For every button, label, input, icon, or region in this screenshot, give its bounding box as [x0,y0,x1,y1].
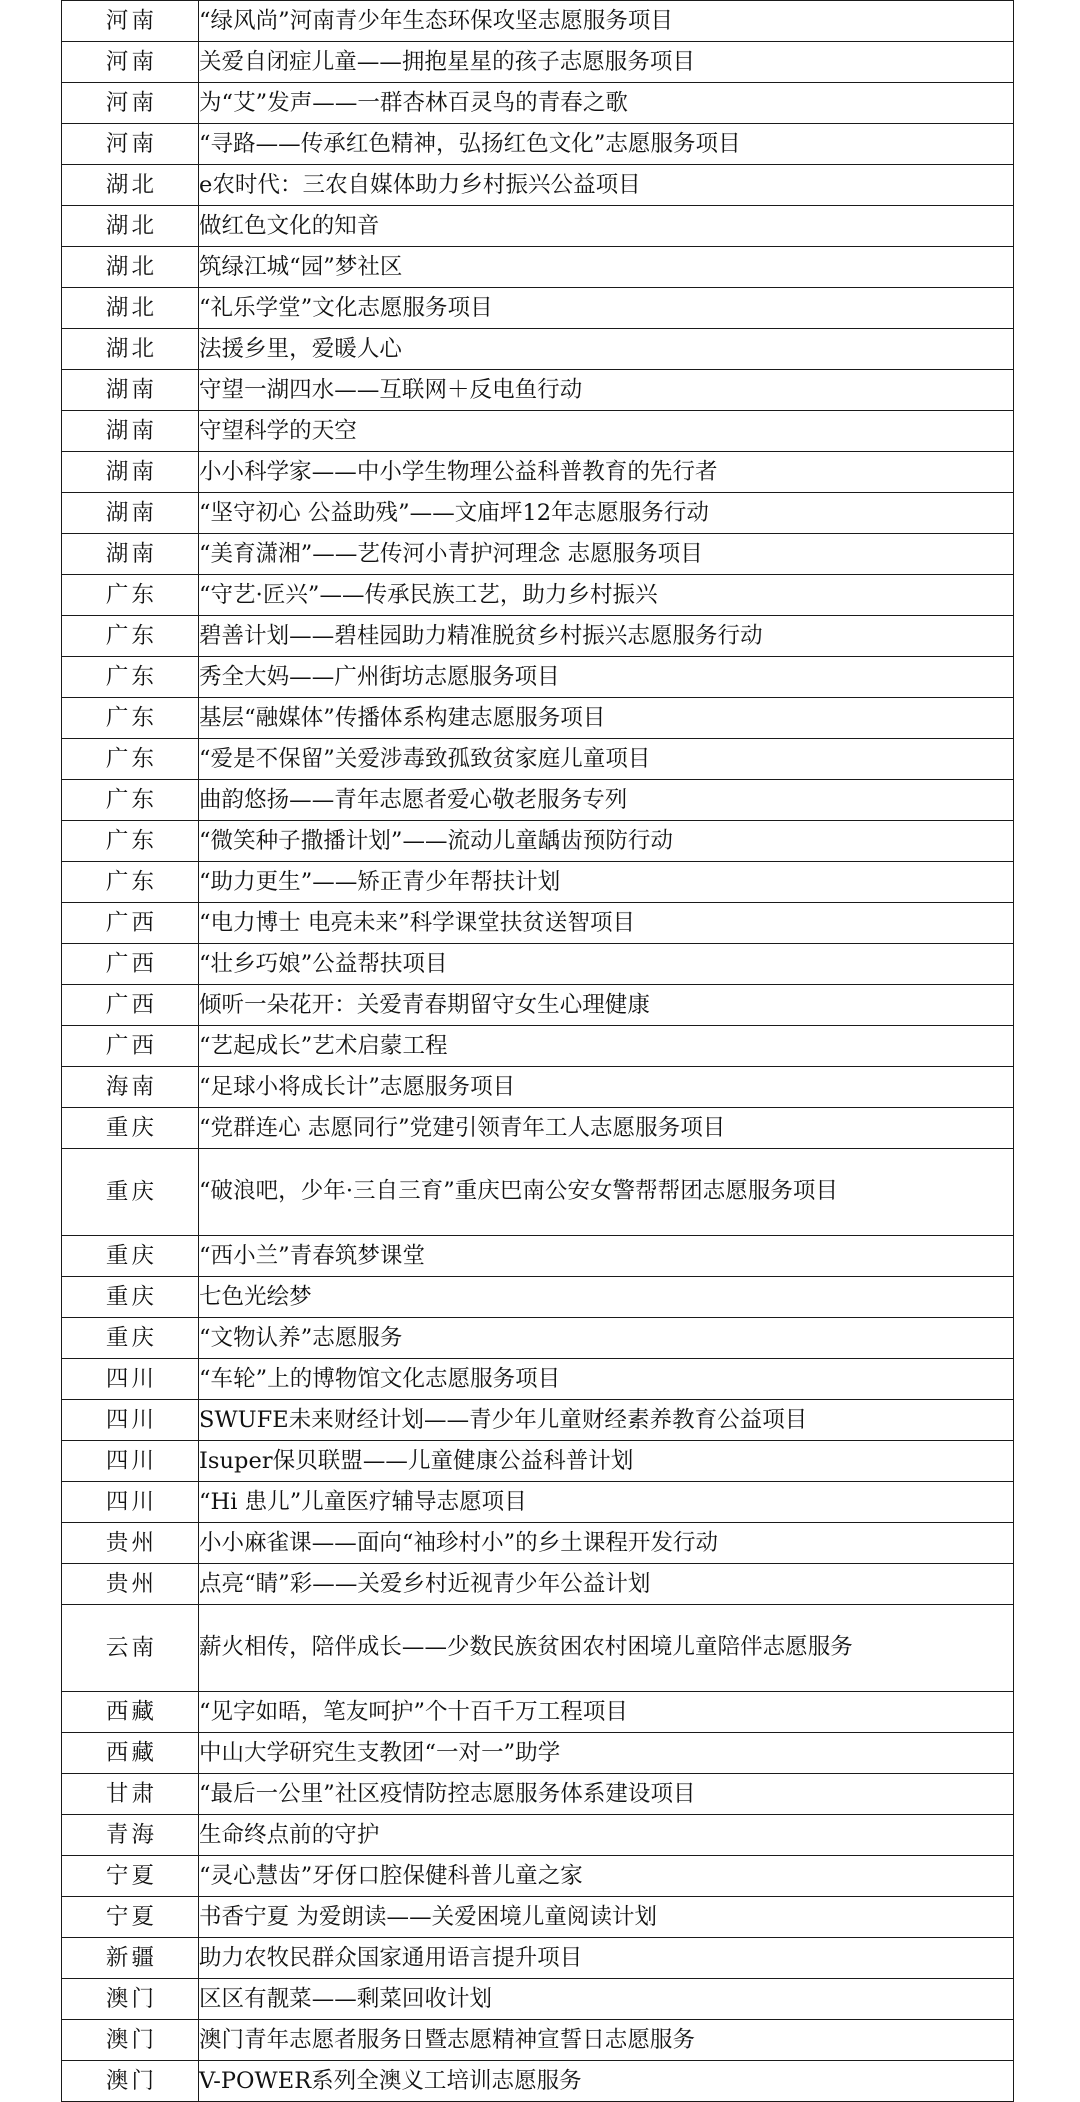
cell-region: 广东 [62,657,199,698]
cell-project-name: “微笑种子撒播计划”——流动儿童龋齿预防行动 [199,821,1014,862]
cell-region: 河南 [62,1,199,42]
cell-region: 湖南 [62,411,199,452]
cell-region: 广西 [62,944,199,985]
cell-region: 河南 [62,42,199,83]
cell-project-name: “电力博士 电亮未来”科学课堂扶贫送智项目 [199,903,1014,944]
cell-region: 甘肃 [62,1774,199,1815]
cell-project-name: 筑绿江城“园”梦社区 [199,247,1014,288]
cell-project-name: 点亮“睛”彩——关爱乡村近视青少年公益计划 [199,1564,1014,1605]
cell-region: 湖南 [62,534,199,575]
cell-region: 广西 [62,1026,199,1067]
table-row [62,206,1014,247]
table-row [62,616,1014,657]
cell-region: 湖南 [62,452,199,493]
cell-project-name: “灵心慧齿”牙伢口腔保健科普儿童之家 [199,1856,1014,1897]
table-row [62,1,1014,42]
cell-project-name: “寻路——传承红色精神，弘扬红色文化”志愿服务项目 [199,124,1014,165]
table-row [62,165,1014,206]
cell-region: 广东 [62,616,199,657]
cell-project-name: 区区有靓菜——剩菜回收计划 [199,1979,1014,2020]
table-row [62,1441,1014,1482]
cell-project-name: 守望一湖四水——互联网＋反电鱼行动 [199,370,1014,411]
cell-project-name: 为“艾”发声——一群杏林百灵鸟的青春之歌 [199,83,1014,124]
cell-region: 广东 [62,780,199,821]
cell-project-name: SWUFE未来财经计划——青少年儿童财经素养教育公益项目 [199,1400,1014,1441]
cell-region: 海南 [62,1067,199,1108]
table-row [62,1026,1014,1067]
cell-project-name: 曲韵悠扬——青年志愿者爱心敬老服务专列 [199,780,1014,821]
cell-region: 重庆 [62,1277,199,1318]
cell-region: 广西 [62,903,199,944]
table-row [62,985,1014,1026]
cell-project-name: 薪火相传，陪伴成长——少数民族贫困农村困境儿童陪伴志愿服务 [199,1605,1014,1692]
cell-region: 澳门 [62,2061,199,2102]
cell-region: 广东 [62,575,199,616]
table-row [62,452,1014,493]
table-row [62,862,1014,903]
cell-region: 云南 [62,1605,199,1692]
cell-project-name: 守望科学的天空 [199,411,1014,452]
cell-region: 青海 [62,1815,199,1856]
cell-region: 广东 [62,739,199,780]
cell-project-name: 助力农牧民群众国家通用语言提升项目 [199,1938,1014,1979]
cell-region: 四川 [62,1359,199,1400]
cell-project-name: 七色光绘梦 [199,1277,1014,1318]
table-row [62,1482,1014,1523]
table-row [62,944,1014,985]
table-row [62,1067,1014,1108]
cell-project-name: “礼乐学堂”文化志愿服务项目 [199,288,1014,329]
table-row [62,288,1014,329]
table-row [62,124,1014,165]
cell-region: 湖南 [62,370,199,411]
cell-project-name: “Hi 患儿”儿童医疗辅导志愿项目 [199,1482,1014,1523]
cell-project-name: 澳门青年志愿者服务日暨志愿精神宣誓日志愿服务 [199,2020,1014,2061]
cell-region: 重庆 [62,1236,199,1277]
cell-project-name: “绿风尚”河南青少年生态环保攻坚志愿服务项目 [199,1,1014,42]
cell-project-name: “党群连心 志愿同行”党建引领青年工人志愿服务项目 [199,1108,1014,1149]
cell-project-name: “车轮”上的博物馆文化志愿服务项目 [199,1359,1014,1400]
table-row [62,1815,1014,1856]
table-body [62,1,1014,2102]
cell-project-name: “守艺·匠兴”——传承民族工艺，助力乡村振兴 [199,575,1014,616]
cell-region: 宁夏 [62,1897,199,1938]
table-row [62,1523,1014,1564]
table-row [62,1733,1014,1774]
cell-project-name: 秀全大妈——广州街坊志愿服务项目 [199,657,1014,698]
cell-region: 贵州 [62,1564,199,1605]
table-row [62,1897,1014,1938]
cell-project-name: “壮乡巧娘”公益帮扶项目 [199,944,1014,985]
cell-project-name: V-POWER系列全澳义工培训志愿服务 [199,2061,1014,2102]
cell-region: 澳门 [62,1979,199,2020]
table-row [62,698,1014,739]
cell-project-name: “助力更生”——矫正青少年帮扶计划 [199,862,1014,903]
table-row [62,370,1014,411]
table-row [62,1605,1014,1692]
cell-project-name: 小小麻雀课——面向“袖珍村小”的乡土课程开发行动 [199,1523,1014,1564]
table-row [62,247,1014,288]
cell-project-name: 小小科学家——中小学生物理公益科普教育的先行者 [199,452,1014,493]
cell-project-name: 关爱自闭症儿童——拥抱星星的孩子志愿服务项目 [199,42,1014,83]
table-row [62,2061,1014,2102]
cell-region: 西藏 [62,1733,199,1774]
cell-region: 河南 [62,124,199,165]
cell-region: 四川 [62,1441,199,1482]
cell-project-name: “足球小将成长计”志愿服务项目 [199,1067,1014,1108]
cell-region: 重庆 [62,1318,199,1359]
table-row [62,1108,1014,1149]
table-row [62,1236,1014,1277]
table-row [62,2020,1014,2061]
cell-region: 贵州 [62,1523,199,1564]
cell-region: 湖北 [62,247,199,288]
table-row [62,780,1014,821]
cell-project-name: “美育潇湘”——艺传河小青护河理念 志愿服务项目 [199,534,1014,575]
cell-project-name: “艺起成长”艺术启蒙工程 [199,1026,1014,1067]
table-row [62,1564,1014,1605]
cell-project-name: 倾听一朵花开：关爱青春期留守女生心理健康 [199,985,1014,1026]
cell-region: 宁夏 [62,1856,199,1897]
table-row [62,329,1014,370]
cell-project-name: e农时代：三农自媒体助力乡村振兴公益项目 [199,165,1014,206]
cell-project-name: “坚守初心 公益助残”——文庙坪12年志愿服务行动 [199,493,1014,534]
cell-project-name: 做红色文化的知音 [199,206,1014,247]
table-row [62,575,1014,616]
table-row [62,657,1014,698]
table-row [62,821,1014,862]
table-row [62,1938,1014,1979]
cell-region: 重庆 [62,1149,199,1236]
cell-project-name: “破浪吧，少年·三自三育”重庆巴南公安女警帮帮团志愿服务项目 [199,1149,1014,1236]
cell-region: 广东 [62,862,199,903]
cell-project-name: 碧善计划——碧桂园助力精准脱贫乡村振兴志愿服务行动 [199,616,1014,657]
cell-region: 湖北 [62,288,199,329]
cell-region: 新疆 [62,1938,199,1979]
project-listing-table [61,0,1014,2102]
cell-project-name: 基层“融媒体”传播体系构建志愿服务项目 [199,698,1014,739]
table-row [62,534,1014,575]
cell-region: 湖北 [62,165,199,206]
cell-region: 湖北 [62,329,199,370]
cell-region: 广西 [62,985,199,1026]
table-row [62,903,1014,944]
cell-region: 西藏 [62,1692,199,1733]
cell-region: 湖北 [62,206,199,247]
cell-project-name: “爱是不保留”关爱涉毒致孤致贫家庭儿童项目 [199,739,1014,780]
cell-region: 四川 [62,1400,199,1441]
table-row [62,739,1014,780]
table-row [62,1318,1014,1359]
cell-project-name: “见字如晤，笔友呵护”个十百千万工程项目 [199,1692,1014,1733]
table-row [62,1979,1014,2020]
cell-region: 广东 [62,698,199,739]
table-row [62,83,1014,124]
cell-region: 重庆 [62,1108,199,1149]
cell-project-name: “最后一公里”社区疫情防控志愿服务体系建设项目 [199,1774,1014,1815]
table-row [62,42,1014,83]
cell-project-name: Isuper保贝联盟——儿童健康公益科普计划 [199,1441,1014,1482]
table-row [62,1277,1014,1318]
cell-project-name: 法援乡里，爱暖人心 [199,329,1014,370]
table-row [62,1400,1014,1441]
table-row [62,493,1014,534]
cell-project-name: 生命终点前的守护 [199,1815,1014,1856]
cell-project-name: “文物认养”志愿服务 [199,1318,1014,1359]
table-row [62,1359,1014,1400]
table-row [62,411,1014,452]
cell-project-name: “西小兰”青春筑梦课堂 [199,1236,1014,1277]
cell-project-name: 书香宁夏 为爱朗读——关爱困境儿童阅读计划 [199,1897,1014,1938]
table-row [62,1692,1014,1733]
cell-project-name: 中山大学研究生支教团“一对一”助学 [199,1733,1014,1774]
table-row [62,1149,1014,1236]
cell-region: 湖南 [62,493,199,534]
table-row [62,1856,1014,1897]
cell-region: 澳门 [62,2020,199,2061]
cell-region: 河南 [62,83,199,124]
cell-region: 四川 [62,1482,199,1523]
cell-region: 广东 [62,821,199,862]
table-row [62,1774,1014,1815]
